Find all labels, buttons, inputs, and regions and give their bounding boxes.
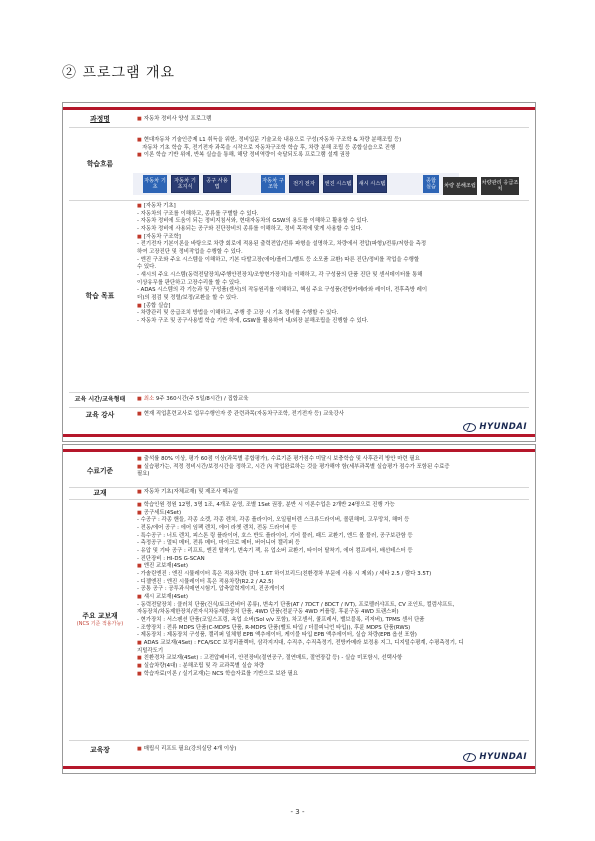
equipment-line: - 특수공구 : 너트 렌치, 피스톤 링 플라이어, 호스 반도 플라이어, 기어 풀러, 패드 교환기, 엔드 볼 풀러, 공구보관함 등 [137,532,413,539]
objective-line: 하여 고장진단 및 정비작업을 수행할 수 있다. [137,249,243,256]
schedule-highlight: 최소 [143,396,155,402]
row-criteria [69,455,529,488]
hyundai-logo-icon [463,753,476,762]
equipment-line: - 동력전달장치 : 클러치 단품(건식/토크컨버터 종류), 변속기 단품(AT / 7DCT / 8DCT / IVT), 프로펠러샤프트, CV 조인트, 컬럼샤프트, [137,601,455,608]
equipment-line: ■ 친환경차 교보재(4Set) : 고전압배터리, 안전장비(절연공구, 절연매트, 절연장갑 등) - 실습 미포함시, 선택사항 [137,655,403,662]
flow-line: ■ 현대자동차 기술인증제 L1 취득을 위한, 정비입문 기술교육 내용으로 구성(자동차 구조학 & 차량 분해조립 등) [137,137,402,143]
learning-flow-diagram [133,173,459,195]
equipment-line: ■ 공구세트(4Set) [137,509,182,516]
flow-box-first-aid: 차량관리 응급조치 [481,177,519,195]
objective-line: - 자동차 정비에 사용되는 공구와 진단장비의 종류를 이해하고, 정비 목적에 맞게 사용할 수 있다. [137,226,363,233]
schedule-label: 교육 시간/교육형태 [74,396,126,404]
equipment-line: ■ 실습차량(4대) : 분해조립 및 각 교과목별 실습 차량 [137,663,265,670]
objective-line: - 전기전자 기본이론을 바탕으로 차량 회로에 적용된 출력전압/전류 파형을 설명하고, 차량에서 전압(파형)/전류/저항을 측정 [137,241,427,248]
equipment-sublabel: (NCS 기준 적용가능) [76,621,124,628]
objective-line: - 자동차 구조 및 공구사용법 학습 기반 하에, GSW를 활용하여 내/외장 분해조립을 진행할 수 있다. [137,318,369,325]
section-heading: ② 프로그램 개요 [62,65,176,81]
row-schedule: 교육 시간/교육형태 ■ 최소 9주 360시간(주 5일/8시간) / 집합교육 [69,393,529,408]
course-name-label: 과정명 [90,115,110,124]
criteria-label: 수료기준 [86,466,114,475]
hyundai-logo: HYUNDAI [463,422,527,432]
flow-line: ■ 이론 학습 기반 위에, 반복 실습을 통해, 해당 정비역량이 숙달되도록 프로그램 설계 권장 [137,152,350,159]
equipment-line: ■ 엔진 교보재(4Set) [137,563,188,570]
equipment-line: - 측정공구 : 멀티 메터, 전류 메터, 마이크로 메터, 버어니어 캘리퍼 등 [137,540,301,547]
program-details-frame [62,444,536,774]
row-venue: 교육장 ■ 매립식 리프트 필요(강의실당 4개 이상) [69,741,529,759]
objective-line: 수 있다. [137,264,157,271]
equipment-line: - 제동장치 : 제동장치 구성품, 캘리퍼 일체형 EPB 액추에이터, 케이블 타입 EPB 액추에이터, 실습 차량(EPB 옵션 포함) [137,632,417,639]
objective-line: 더)의 점검 및 정렬/보정/교환을 할 수 있다. [137,295,239,302]
equipment-label: 주요 교보재 (NCS 기준 적용가능) [76,612,124,628]
flow-box-assembly: 차량 분해조립 [443,177,477,195]
objective-line: - 섀시의 주요 시스템(동력전달장치/주행안전장치/조향현가장치)을 이해하고, 각 구성품의 단품 진단 및 센서데이터를 통해 [137,272,423,279]
flow-box-basic-knowledge: 자동차 기초지식 [171,175,199,193]
equipment-line: - 가솔린엔진 : 엔진 시뮬레이터 혹은 적용차량( 감마 1.6T 하이브리드(친환경차 부문에 사용 시 제외) / 세타 2.5 / 람다 3.5T) [137,571,432,578]
objective-line: ■ [종합 실습] [137,302,171,309]
course-name-value: 자동차 정비사 양성 프로그램 [143,116,212,122]
row-objectives [69,201,529,393]
hyundai-logo: HYUNDAI [463,752,527,762]
learning-flow-label: 학습흐름 [86,159,114,168]
venue-label: 교육장 [90,745,110,754]
equipment-line: ■ 학습인원 정원 12명, 3명 1조, 4개조 운영, 조별 1Set 권장, 분반 시 이론수업은 2개반 24명으로 진행 가능 [137,502,395,508]
flow-line: 자동차 기초 학습 후, 전기전자 과목을 시작으로 자동차구조학 학습 후, 차량 분해 조립 등 종합실습으로 진행 [142,144,396,151]
objective-line: ■ [자동차 기초] [137,203,176,209]
equipment-line: 자동장치/차동제한장치/전자식차동제한장치 단품, 4WD 단품(전륜구동 4WD 커플링, 후륜구동 4WD 트랜스퍼) [137,609,399,616]
equipment-line: - 진단장비 : HI-DS G-SCAN [137,555,205,562]
equipment-line: ■ 학습자료(이론 / 실기교재)는 NCS 학습자료를 기반으로 보완 필요 [137,670,298,677]
flow-box-practice: 종합 실습 [423,175,439,193]
top-accent-rule [63,107,535,110]
schedule-value: 9주 360시간(주 5일/8시간) / 집합교육 [154,396,249,402]
page-number: - 3 - [290,808,305,816]
objectives-label: 학습 목표 [85,292,115,301]
equipment-line: - 디젤엔진 : 엔진 시뮬레이터 혹은 적용차량(R2.2 / A2.5) [137,578,274,585]
hyundai-logo-icon [463,423,476,432]
objective-line: - 엔진 구조와 주요 시스템을 이해하고, 기본 다발고장(에어/플러그/벨트 등 소모품 교환) 따른 진단/정비를 작업을 수행할 [137,256,420,263]
criteria-line: ■ 출석률 80% 이상, 평가 60점 이상(과목별 종합평가), 수료기준 평가점수 미달시 보충학습 및 사후관리 방안 마련 필요 [137,456,420,462]
objective-line: ■ [자동차 구조학] [137,233,181,240]
criteria-line: 필요) [137,471,150,478]
flow-box-tool-use: 공구 사용법 [203,175,231,193]
equipment-line: - 수공구 : 각종 핸들, 각종 소켓, 각종 렌치, 각종 플라이어, 오일필터렌 스크류드라이버, 볼핀해머, 고무망치, 해머 등 [137,517,410,524]
objective-line: - 자동차 정비에 도움이 되는 정비지침서와, 현대자동차의 GSW의 용도를 이해하고 활용할 수 있다. [137,218,369,225]
objective-line: 이상유무를 판단하고 고장수리를 할 수 있다. [137,279,242,286]
criteria-line: ■ 실습평가는, 적정 정비시간/보정시간을 정하고, 시간 內 작업완료하는 것을 평가해야 함(세부과목별 실습평가 점수가 포함된 수료증 [137,463,450,470]
bottom-accent-rule [63,766,535,769]
program-overview-frame [62,102,536,442]
row-equipment [69,500,529,741]
instructor-value: 현재 직업훈련교사로 업무수행인자 중 관련과목(자동차구조학, 전기전자 등) 교육강사 [143,411,344,417]
flow-box-electric: 전기 전자 [289,175,319,193]
textbook-value: 자동차 기초(자체교재) 및 제조사 매뉴얼 [143,489,239,495]
objective-line: - 차량관리 및 응급조치 방법을 이해하고, 주행 중 고장 시 기초 정비를 수행할 수 있다. [137,310,339,317]
equipment-line: - 공통 공구 : 공투과식매연시험기, 압축압력게이지, 진공게이지 [137,586,285,593]
row-textbook: 교재 ■ 자동차 기초(자체교재) 및 제조사 매뉴얼 [69,488,529,500]
bottom-accent-rule [63,434,535,437]
venue-value: 매립식 리프트 필요(강의실당 4개 이상) [143,746,237,752]
equipment-line: - 현가장치 : 서스펜션 단품(코일스프링, 쇽업 소버(Sol v/v 포함), 차고센서, 쿨프레서, 밸브블록, 리저버), TPMS 센서 단품 [137,617,425,624]
equipment-line: ■ ADAS 교보재(4Set) : FCA/SCC 보정리플렉터, 삼각지지대, 수직추, 수직측정기, 전방카메라 보정용 지그, 디지털수평계, 수평측정기, 디 [137,640,464,647]
flow-box-chassis: 섀시 시스템 [357,175,387,193]
row-course-name: 과정명 ■ 자동차 정비사 양성 프로그램 [69,112,529,128]
objective-line: - 자동차의 구조를 이해하고, 종류를 구별할 수 있다. [137,210,259,217]
equipment-line: ■ 섀시 교보재(4Set) [137,594,188,601]
flow-box-structure: 자동차 구조학 [261,175,285,193]
equipment-line: - 전동/에어 공구 : 에어 임팩 렌치, 에어 라쳇 렌치, 전동 드라이버 등 [137,525,297,532]
equipment-line: - 조향장치 : 전류 MDPS 단품(C-MDPS 단품, R-MDPS 단품(벨트 타입 / 더블피니언 타입)), 후륜 MDPS 단품(RWS) [137,624,411,631]
flow-box-basics: 자동차 기초 [143,175,167,193]
equipment-line: 지털각도기 [137,647,164,654]
top-accent-rule [63,449,535,452]
equipment-line: - 유압 및 기타 공구 : 리프트, 엔진 탈착기, 변속기 잭, 유 업소버 교환기, 타이어 탈착기, 에어 컴프레서, 배선테스터 등 [137,548,413,555]
instructor-label: 교육 강사 [85,410,115,419]
flow-box-engine: 엔진 시스템 [323,175,353,193]
row-instructor: 교육 강사 ■ 현재 직업훈련교사로 업무수행인자 중 관련과목(자동차구조학, 전기전자 등) 교육강사 [69,408,529,422]
textbook-label: 교재 [93,489,107,498]
objective-line: - ADAS 시스템의 각 기능과 및 구성품(센서)의 작동원리를 이해하고, 핵심 주요 구성품(전방카메라와 레이더, 전후측방 레이 [137,287,428,294]
